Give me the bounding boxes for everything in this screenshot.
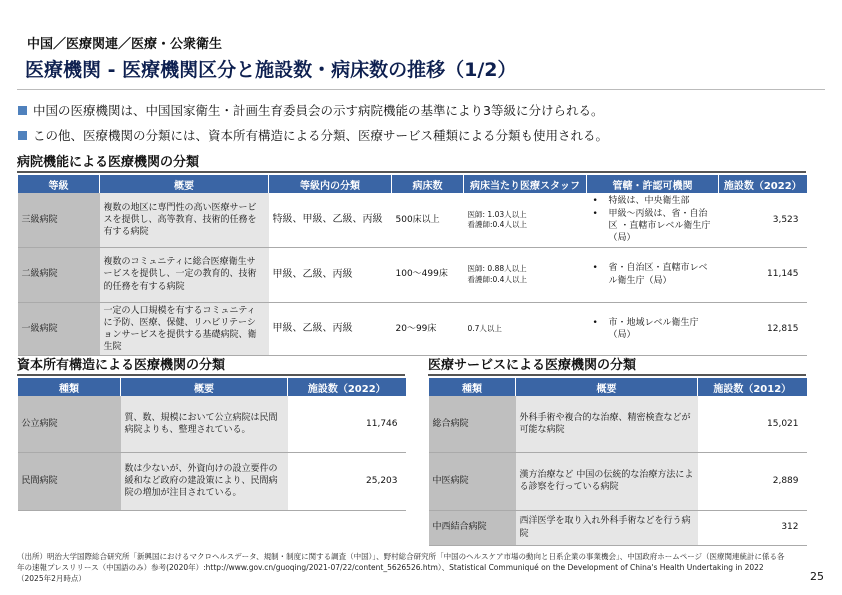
- page-title: 医療機関 - 医療機関区分と施設数・病床数の推移（1/2）: [25, 59, 517, 81]
- summary: 数は少ないが、外資向けの設立要件の緩和など政府の建設策により、民間病院の増加が注目されている。: [121, 452, 288, 510]
- service-type-table: [428, 378, 807, 546]
- authority-item: • 市・地域レベル衛生庁（局）: [591, 317, 715, 341]
- subclass: 甲級、乙級、丙級: [269, 302, 392, 356]
- breadcrumb: 中国／医療関連／医療・公衆衛生: [27, 37, 223, 52]
- header-summary: 概要: [121, 378, 288, 396]
- summary: 外科手術や複合的な治療、精密検査などが可能な病院: [516, 396, 698, 452]
- authority-item: • 甲級～丙級は、省・自治区 ・直轄市レベル衛生庁（局）: [591, 208, 715, 244]
- staff: [464, 193, 587, 247]
- header-count: 施設数（2022）: [719, 175, 807, 193]
- header-count: 施設数（2022）: [288, 378, 406, 396]
- header-type: 種類: [18, 378, 121, 396]
- divider: [17, 89, 825, 90]
- authority: [587, 193, 719, 247]
- hospital-function-table: [17, 175, 807, 356]
- header-staff: 病床当たり医療スタッフ: [464, 175, 587, 193]
- header-summary: 概要: [516, 378, 698, 396]
- summary: 複数の地区に専門性の高い医療サービスを提供し、高等教育、技術的任務を有する病院: [100, 193, 269, 247]
- authority-item: • 特級は、中央衛生部: [591, 195, 715, 207]
- header-type: 種類: [429, 378, 516, 396]
- table-row: [18, 193, 807, 247]
- count: 15,021: [698, 396, 807, 452]
- beds: 100～499床: [392, 247, 464, 302]
- staff-line: 医師: 0.88人以上: [467, 264, 527, 274]
- summary: 複数のコミュニティに総合医療衛生サービスを提供し、一定の教育的、技術的任務を有する病院: [100, 247, 269, 302]
- square-bullet-icon: [18, 131, 27, 140]
- staff-line: 医師: 1.03人以上: [467, 209, 527, 219]
- header-summary: 概要: [100, 175, 269, 193]
- summary: 漢方治療など 中国の伝統的な治療方法による診察を行っている病院: [516, 452, 698, 510]
- table-row: [18, 302, 807, 356]
- subclass: 甲級、乙級、丙級: [269, 247, 392, 302]
- count: 25,203: [288, 452, 406, 510]
- staff-line: 看護師:0.4人以上: [467, 274, 527, 284]
- type: 中西結合病院: [429, 510, 516, 545]
- count: 11,746: [288, 396, 406, 452]
- type: 中医病院: [429, 452, 516, 510]
- header-count: 施設数（2012）: [698, 378, 807, 396]
- bullet-text: この他、医療機関の分類には、資本所有構造による分類、医療サービス種類による分類も使用される。: [33, 128, 609, 143]
- type: 公立病院: [18, 396, 121, 452]
- table-row: [18, 396, 406, 452]
- subclass: 特級、甲級、乙級、丙級: [269, 193, 392, 247]
- count: 11,145: [719, 247, 807, 302]
- beds: 500床以上: [392, 193, 464, 247]
- table-row: [429, 396, 807, 452]
- page-number: 25: [810, 570, 824, 583]
- beds: 20～99床: [392, 302, 464, 356]
- section-title-function: 病院機能による医療機関の分類: [17, 151, 806, 173]
- count: 312: [698, 510, 807, 545]
- type: 民間病院: [18, 452, 121, 510]
- header-subclass: 等級内の分類: [269, 175, 392, 193]
- count: 12,815: [719, 302, 807, 356]
- section-title-capital: 資本所有構造による医療機関の分類: [17, 354, 405, 376]
- section-title-service: 医療サービスによる医療機関の分類: [428, 354, 806, 376]
- table-row: [429, 510, 807, 545]
- staff-line: 0.7人以上: [467, 323, 502, 333]
- header-authority: 管轄・許認可機関: [587, 175, 719, 193]
- square-bullet-icon: [18, 106, 27, 115]
- summary: 西洋医学を取り入れ外科手術などを行う病院: [516, 510, 698, 545]
- source-note: （出所）明治大学国際総合研究所「新興国におけるマクロヘルスデータ、規制・制度に関する調査（中国）」、野村総合研究所「中国のヘルスケア市場の動向と日系企業の事業機会」、中国政府ホームページ（医療関連統計に係る各年の速報プレスリリース（中国語のみ）参考(2020年）:http://www.gov.cn/guoqing/2021-07/22/content_5626526.htm）、Statistical Communiqué on the Development of China's Health Undertaking in 2022（2025年2月時点）: [17, 552, 785, 583]
- authority: [587, 247, 719, 302]
- count: 2,889: [698, 452, 807, 510]
- count: 3,523: [719, 193, 807, 247]
- table-row: [18, 247, 807, 302]
- bullet-item: [18, 101, 603, 119]
- type: 総合病院: [429, 396, 516, 452]
- bullet-item: [18, 126, 608, 144]
- staff-line: 看護師:0.4人以上: [467, 219, 527, 229]
- bullet-text: 中国の医療機関は、中国国家衛生・計画生育委員会の示す病院機能の基準により3等級に分けられる。: [33, 103, 604, 118]
- grade: 二級病院: [18, 247, 100, 302]
- authority-item: • 省・自治区・直轄市レベル衛生庁（局）: [591, 262, 715, 286]
- authority: [587, 302, 719, 356]
- table-row: [429, 452, 807, 510]
- grade: 三級病院: [18, 193, 100, 247]
- summary: 質、数、規模において公立病院は民間病院よりも、整理されている。: [121, 396, 288, 452]
- staff: [464, 302, 587, 356]
- grade: 一級病院: [18, 302, 100, 356]
- header-beds: 病床数: [392, 175, 464, 193]
- summary: 一定の人口規模を有するコミュニティに予防、医療、保健、リハビリテーションサービスを提供する基礎病院、衛生院: [100, 302, 269, 356]
- staff: [464, 247, 587, 302]
- table-row: [18, 452, 406, 510]
- capital-structure-table: [17, 378, 406, 511]
- header-grade: 等級: [18, 175, 100, 193]
